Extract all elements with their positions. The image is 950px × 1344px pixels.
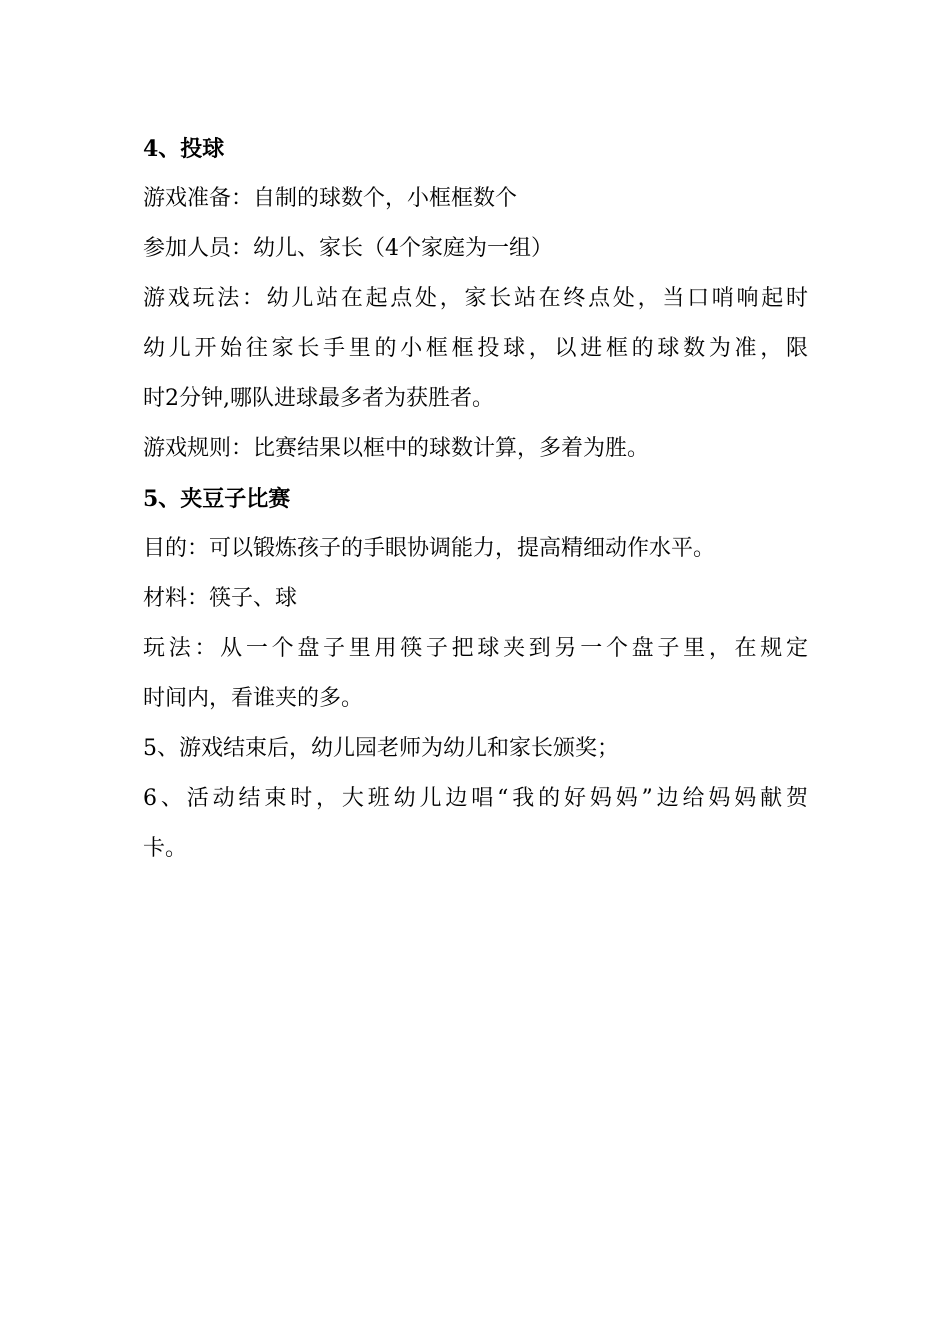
section-4-title: 4、投球	[143, 136, 225, 162]
section-4-play-line-1: 游戏玩法：幼儿站在起点处，家长站在终点处，当口哨响起时	[143, 286, 808, 311]
step-6-line-2: 卡。	[143, 836, 188, 861]
document-page	[143, 124, 808, 874]
section-4-prep: 游戏准备：自制的球数个，小框框数个	[143, 186, 518, 211]
step-5: 5、游戏结束后，幼儿园老师为幼儿和家长颁奖；	[143, 736, 619, 761]
section-4-rules: 游戏规则：比赛结果以框中的球数计算，多着为胜。	[143, 436, 650, 461]
section-5-play-line-1: 玩法：从一个盘子里用筷子把球夹到另一个盘子里，在规定	[143, 636, 808, 661]
section-5-goal: 目的：可以锻炼孩子的手眼协调能力，提高精细动作水平。	[143, 536, 716, 561]
section-5-materials: 材料：筷子、球	[143, 586, 298, 611]
section-5-title: 5、夹豆子比赛	[143, 486, 291, 512]
step-6-line-1: 6、活动结束时，大班幼儿边唱“我的好妈妈”边给妈妈献贺	[143, 786, 808, 811]
section-4-play-line-3: 时2分钟,哪队进球最多者为获胜者。	[143, 386, 494, 411]
section-5-play-line-2: 时间内，看谁夹的多。	[143, 686, 364, 711]
section-4-participants: 参加人员：幼儿、家长（4个家庭为一组）	[143, 236, 553, 261]
section-4-play-line-2: 幼儿开始往家长手里的小框框投球，以进框的球数为准，限	[143, 336, 808, 361]
